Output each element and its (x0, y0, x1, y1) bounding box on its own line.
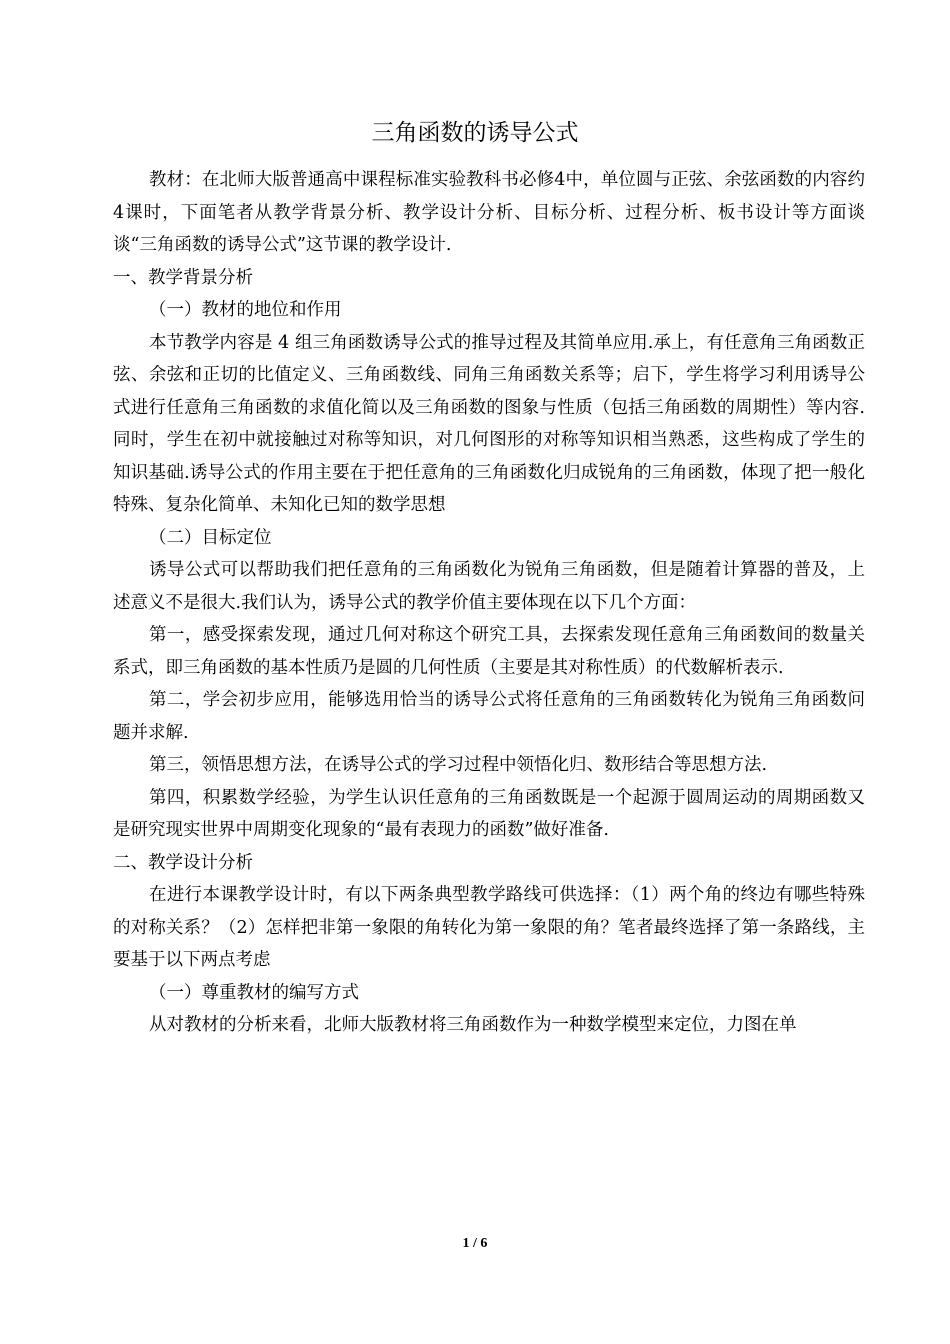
paragraph-intro: 教材：在北师大版普通高中课程标准实验教科书必修4中，单位圆与正弦、余弦函数的内容约4课时，下面笔者从教学背景分析、教学设计分析、目标分析、过程分析、板书设计等方面谈谈“三角函数的诱导公式”这节课的教学设计. (113, 170, 865, 255)
paragraph-design-routes: 在进行本课教学设计时，有以下两条典型教学路线可供选择：（1）两个角的终边有哪些特殊的对称关系？（2）怎样把非第一象限的角转化为第一象限的角？笔者最终选择了第一条路线，主要基于以下两点考虑 (113, 885, 865, 970)
paragraph-goal-2: 第二，学会初步应用，能够选用恰当的诱导公式将任意角的三角函数转化为锐角三角函数问题并求解. (113, 690, 865, 743)
document-body (113, 164, 865, 1042)
subsection-heading-2-1: （一）尊重教材的编写方式 (149, 982, 359, 1003)
paragraph-goal-1: 第一，感受探索发现，通过几何对称这个研究工具，去探索发现任意角三角函数间的数量关系式，即三角函数的基本性质乃是圆的几何性质（主要是其对称性质）的代数解析表示. (113, 625, 865, 678)
subsection-heading-1-1: （一）教材的地位和作用 (149, 300, 342, 320)
subsection-heading-1-2: （二）目标定位 (149, 527, 272, 548)
paragraph-textbook-analysis: 从对教材的分析来看，北师大版教材将三角函数作为一种数学模型来定位，力图在单 (149, 1015, 797, 1035)
paragraph-goal-3: 第三，领悟思想方法，在诱导公式的学习过程中领悟化归、数形结合等思想方法. (149, 755, 768, 775)
paragraph-goal-intro: 诱导公式可以帮助我们把任意角的三角函数化为锐角三角函数，但是随着计算器的普及，上述意义不是很大.我们认为，诱导公式的教学价值主要体现在以下几个方面： (113, 560, 865, 613)
document-title: 三角函数的诱导公式 (371, 120, 579, 146)
page-number: 1 / 6 (462, 1236, 488, 1251)
paragraph-content-role: 本节教学内容是 4 组三角函数诱导公式的推导过程及其简单应用.承上，有任意角三角函数正弦、余弦和正切的比值定义、三角函数线、同角三角函数关系等；启下，学生将学习利用诱导公式进行任意角三角函数的求值化简以及三角函数的图象与性质（包括三角函数的周期性）等内容.同时，学生在初中就接触过对称等知识，对几何图形的对称等知识相当熟悉，这些构成了学生的知识基础.诱导公式的作用主要在于把任意角的三角函数化归成锐角的三角函数，体现了把一般化特殊、复杂化简单、未知化已知的数学思想 (113, 332, 865, 515)
paragraph-goal-4: 第四，积累数学经验，为学生认识任意角的三角函数既是一个起源于圆周运动的周期函数又是研究现实世界中周期变化现象的“最有表现力的函数”做好准备. (113, 787, 865, 840)
section-heading-1: 一、教学背景分析 (113, 267, 253, 288)
section-heading-2: 二、教学设计分析 (113, 852, 253, 873)
